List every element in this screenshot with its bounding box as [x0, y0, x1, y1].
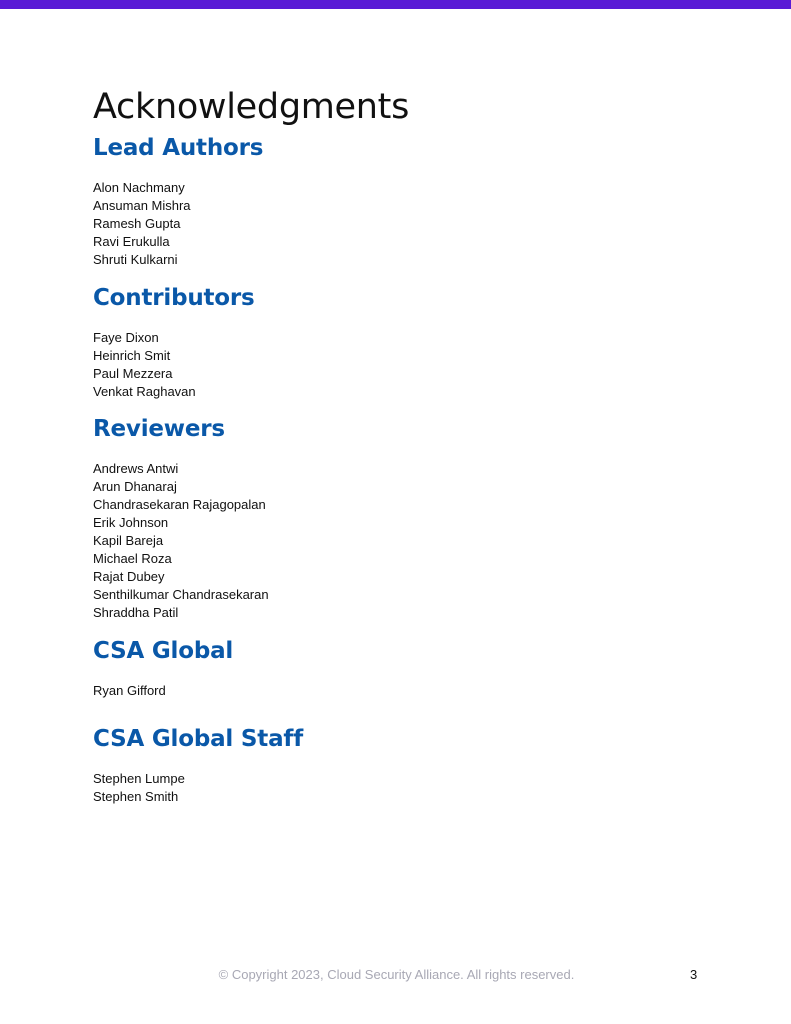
- list-item: Andrews Antwi: [93, 461, 179, 476]
- name-list: [93, 682, 693, 700]
- list-item: Alon Nachmany: [93, 180, 185, 195]
- list-item: Faye Dixon: [93, 330, 159, 345]
- section-heading: Lead Authors: [93, 135, 264, 161]
- top-accent-bar: [0, 0, 791, 9]
- list-item: Heinrich Smit: [93, 348, 171, 363]
- page-title: Acknowledgments: [93, 87, 410, 127]
- section-lead-authors: [93, 133, 693, 269]
- section-heading: Reviewers: [93, 416, 225, 442]
- copyright-text: © Copyright 2023, Cloud Security Alliance. All rights reserved.: [218, 967, 575, 982]
- list-item: Rajat Dubey: [93, 569, 165, 584]
- section-contributors: [93, 283, 693, 401]
- page-number: 3: [690, 967, 698, 982]
- footer-copyright: [0, 967, 791, 982]
- list-item: Ryan Gifford: [93, 683, 166, 698]
- list-item: Ramesh Gupta: [93, 216, 181, 231]
- list-item: Erik Johnson: [93, 515, 169, 530]
- name-list: [93, 329, 693, 401]
- list-item: Stephen Lumpe: [93, 771, 185, 786]
- list-item: Arun Dhanaraj: [93, 479, 177, 494]
- list-item: Shruti Kulkarni: [93, 252, 178, 267]
- list-item: Ravi Erukulla: [93, 234, 170, 249]
- list-item: Chandrasekaran Rajagopalan: [93, 497, 266, 512]
- section-reviewers: [93, 414, 693, 622]
- section-heading: CSA Global: [93, 638, 234, 664]
- name-list: [93, 460, 693, 622]
- name-list: [93, 179, 693, 269]
- acknowledgments-content: [93, 86, 693, 806]
- list-item: Senthilkumar Chandrasekaran: [93, 587, 269, 602]
- name-list: [93, 770, 693, 806]
- section-heading: Contributors: [93, 285, 255, 311]
- section-csa-global: [93, 636, 693, 700]
- list-item: Venkat Raghavan: [93, 384, 196, 399]
- section-csa-global-staff: [93, 724, 693, 806]
- list-item: Stephen Smith: [93, 789, 179, 804]
- list-item: Ansuman Mishra: [93, 198, 191, 213]
- list-item: Shraddha Patil: [93, 605, 179, 620]
- section-heading: CSA Global Staff: [93, 726, 304, 752]
- list-item: Paul Mezzera: [93, 366, 173, 381]
- list-item: Michael Roza: [93, 551, 172, 566]
- list-item: Kapil Bareja: [93, 533, 164, 548]
